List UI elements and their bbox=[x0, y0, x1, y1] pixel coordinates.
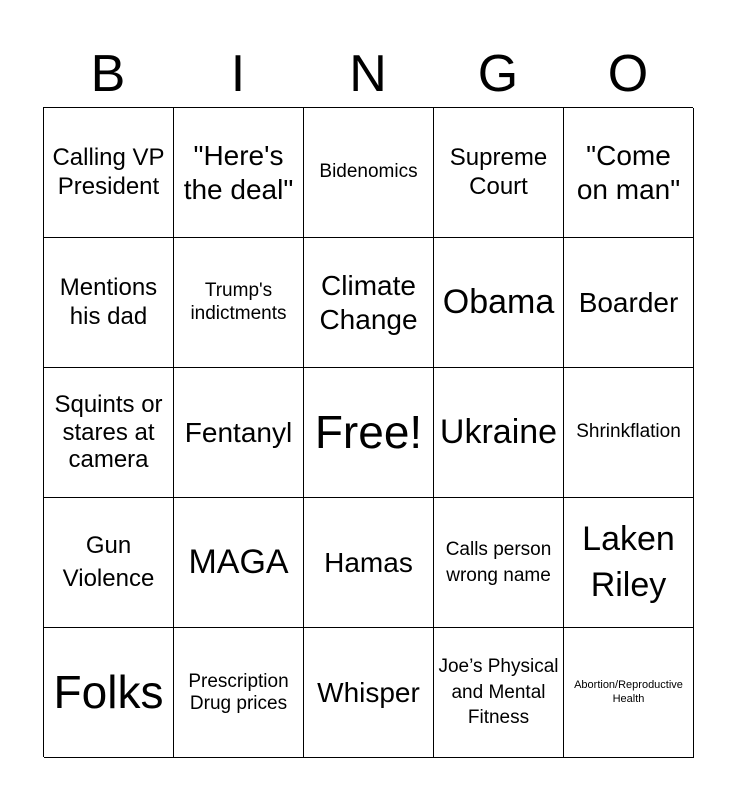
bingo-cell[interactable] bbox=[174, 108, 304, 238]
header-letter-i: I bbox=[230, 45, 246, 103]
bingo-cell[interactable] bbox=[434, 238, 564, 368]
cell-label: Joe’s Physical and Mental Fitness bbox=[438, 656, 559, 729]
bingo-cell[interactable] bbox=[44, 498, 174, 628]
cell-label: Hamas bbox=[324, 546, 413, 578]
bingo-header bbox=[43, 40, 693, 108]
bingo-cell[interactable] bbox=[434, 368, 564, 498]
cell-label: "Come on man" bbox=[576, 139, 681, 205]
cell-label: Climate Change bbox=[319, 269, 418, 335]
bingo-cell[interactable] bbox=[564, 368, 694, 498]
bingo-cell[interactable] bbox=[304, 498, 434, 628]
cell-label: Ukraine bbox=[439, 413, 558, 452]
cell-label: Bidenomics bbox=[319, 161, 418, 183]
cell-label: Mentions his dad bbox=[59, 273, 158, 330]
cell-label: Shrinkflation bbox=[576, 421, 681, 443]
free-space-cell[interactable] bbox=[304, 368, 434, 498]
bingo-cell[interactable] bbox=[434, 498, 564, 628]
cell-label: Supreme Court bbox=[449, 143, 548, 200]
bingo-cell[interactable] bbox=[434, 108, 564, 238]
bingo-cell[interactable] bbox=[44, 628, 174, 758]
bingo-cell[interactable] bbox=[174, 368, 304, 498]
bingo-cell[interactable] bbox=[174, 238, 304, 368]
header-letter-n: N bbox=[349, 45, 387, 103]
cell-label: Calling VP President bbox=[52, 143, 165, 200]
cell-label: Whisper bbox=[317, 676, 420, 708]
bingo-cell[interactable] bbox=[564, 238, 694, 368]
cell-label: MAGA bbox=[188, 543, 289, 582]
bingo-cell[interactable] bbox=[44, 238, 174, 368]
bingo-cell[interactable] bbox=[304, 238, 434, 368]
cell-label: Fentanyl bbox=[184, 416, 293, 448]
bingo-cell[interactable] bbox=[434, 628, 564, 758]
header-letter-b: B bbox=[90, 45, 126, 103]
bingo-cell[interactable] bbox=[174, 628, 304, 758]
free-space-label: Free! bbox=[314, 405, 423, 458]
cell-label: Boarder bbox=[578, 286, 679, 318]
cell-label: Trump's indictments bbox=[190, 279, 287, 324]
bingo-cell[interactable] bbox=[564, 628, 694, 758]
bingo-cell[interactable] bbox=[304, 628, 434, 758]
bingo-cell[interactable] bbox=[44, 368, 174, 498]
bingo-board bbox=[43, 107, 693, 757]
cell-label: Obama bbox=[442, 283, 555, 322]
bingo-cell[interactable] bbox=[564, 108, 694, 238]
bingo-cell[interactable] bbox=[564, 498, 694, 628]
bingo-cell[interactable] bbox=[44, 108, 174, 238]
cell-label: Prescription Drug prices bbox=[188, 670, 289, 714]
header-letter-g: G bbox=[477, 45, 519, 103]
cell-label: Calls person wrong name bbox=[445, 538, 552, 586]
header-letter-o: O bbox=[607, 45, 649, 103]
cell-label: Abortion/Reproductive Health bbox=[574, 679, 683, 705]
bingo-cell[interactable] bbox=[304, 108, 434, 238]
cell-label: Folks bbox=[53, 665, 164, 718]
bingo-cell[interactable] bbox=[174, 498, 304, 628]
cell-label: Gun Violence bbox=[62, 532, 155, 592]
cell-label: Laken Riley bbox=[582, 519, 675, 604]
cell-label: "Here's the deal" bbox=[183, 139, 294, 205]
cell-label: Squints or stares at camera bbox=[54, 391, 163, 474]
